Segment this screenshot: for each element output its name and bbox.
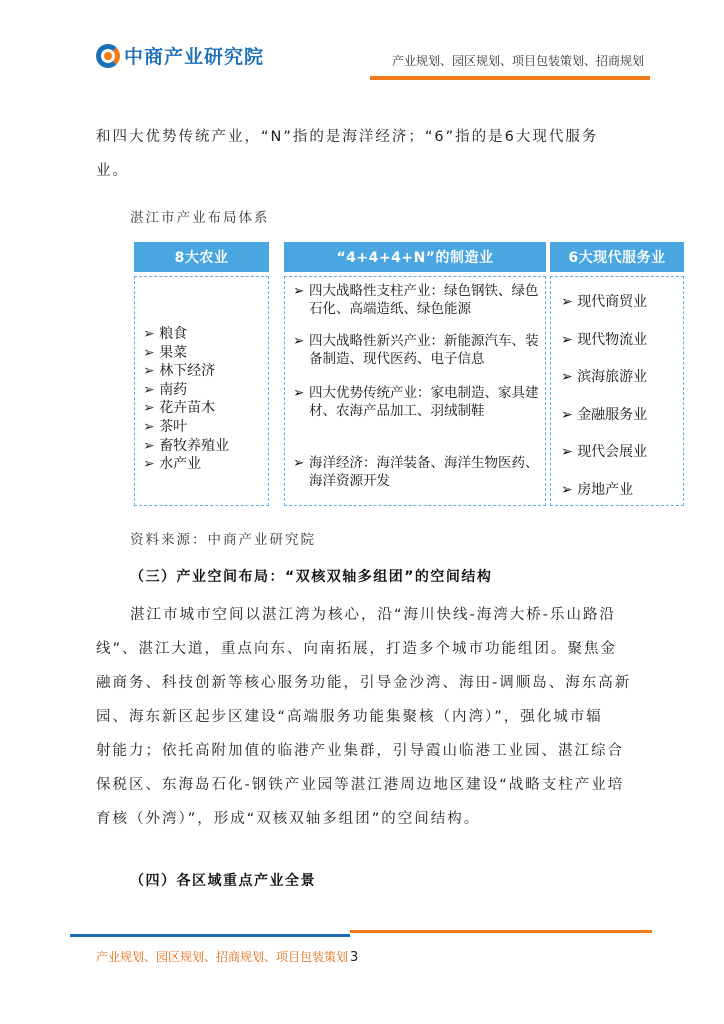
list-item: ➢ 房地产业 [561,479,647,517]
paragraph-line: 园、海东新区起步区建设“高端服务功能集聚核（内湾）”，强化城市辐 [96,709,603,725]
list-item: ➢ 粮食 [143,325,229,344]
agriculture-column [134,242,269,506]
list-item: ➢ 现代会展业 [561,441,647,479]
logo-icon [96,44,120,68]
industry-layout-table [134,242,684,506]
manufacturing-body [284,276,546,506]
agriculture-list [143,325,229,474]
list-item: ➢ 四大优势传统产业：家电制造、家具建材、农海产品加工、羽绒制鞋 [293,385,541,420]
list-item: ➢ 现代商贸业 [561,291,647,329]
paragraph-line: 线”、湛江大道，重点向东、向南拓展，打造多个城市功能组团。聚焦金 [96,641,618,657]
section-heading: （三）产业空间布局：“双核双轴多组团”的空间结构 [130,569,493,585]
intro-paragraph [96,120,648,188]
footer-divider-orange [350,930,652,933]
page-footer [96,948,358,965]
paragraph-line: 保税区、东海岛石化-钢铁产业园等湛江港周边地区建设“战略支柱产业培 [96,777,625,793]
list-item: ➢ 林下经济 [143,362,229,381]
list-item: ➢ 四大战略性新兴产业：新能源汽车、装备制造、现代医药、电子信息 [293,333,541,368]
footer-text: 产业规划、园区规划、招商规划、项目包装策划 [96,950,349,964]
list-item: ➢ 水产业 [143,455,229,474]
paragraph-line: 射能力；依托高附加值的临港产业集群，引导霞山临港工业园、湛江综合 [96,743,624,759]
list-item: ➢ 畜牧养殖业 [143,437,229,456]
services-header: 6大现代服务业 [550,242,684,272]
paragraph-line: 湛江市城市空间以湛江湾为核心，沿“海川快线-海湾大桥-乐山路沿 [130,607,616,623]
logo-text: 中商产业研究院 [124,46,265,68]
list-item: ➢ 滨海旅游业 [561,366,647,404]
agriculture-body [134,276,269,506]
footer-divider-blue [70,934,350,937]
services-list [561,291,647,516]
company-logo [96,42,264,69]
page-number: 3 [350,950,359,965]
list-item: ➢ 现代物流业 [561,329,647,367]
header-tagline: 产业规划、园区规划、项目包装策划、招商规划 [391,54,644,68]
list-item: ➢ 花卉苗木 [143,399,229,418]
agriculture-header: 8大农业 [134,242,269,272]
paragraph-line: 融商务、科技创新等核心服务功能，引导金沙湾、海田-调顺岛、海东高新 [96,675,632,691]
header-divider [370,76,650,80]
list-item: ➢ 茶叶 [143,418,229,437]
section3-paragraph [96,598,648,836]
paragraph-line: 育核（外湾）”，形成“双核双轴多组团”的空间结构。 [96,811,481,827]
list-item: ➢ 南药 [143,381,229,400]
list-item: ➢ 果菜 [143,344,229,363]
list-item: ➢ 四大战略性支柱产业：绿色钢铁、绿色石化、高端造纸、绿色能源 [293,283,541,318]
list-item: ➢ 金融服务业 [561,404,647,442]
services-column [550,242,684,506]
list-item: ➢ 海洋经济：海洋装备、海洋生物医药、海洋资源开发 [293,455,541,490]
source-note: 资料来源：中商产业研究院 [130,532,316,548]
intro-line: 和四大优势传统产业，“N”指的是海洋经济；“6”指的是6大现代服务 [96,129,599,145]
section-heading: （四）各区域重点产业全景 [130,873,316,889]
figure-caption: 湛江市产业布局体系 [130,210,270,226]
manufacturing-column [284,242,546,506]
services-body [550,276,684,506]
manufacturing-header: “4+4+4+N”的制造业 [284,242,546,272]
intro-line: 业。 [96,163,129,179]
